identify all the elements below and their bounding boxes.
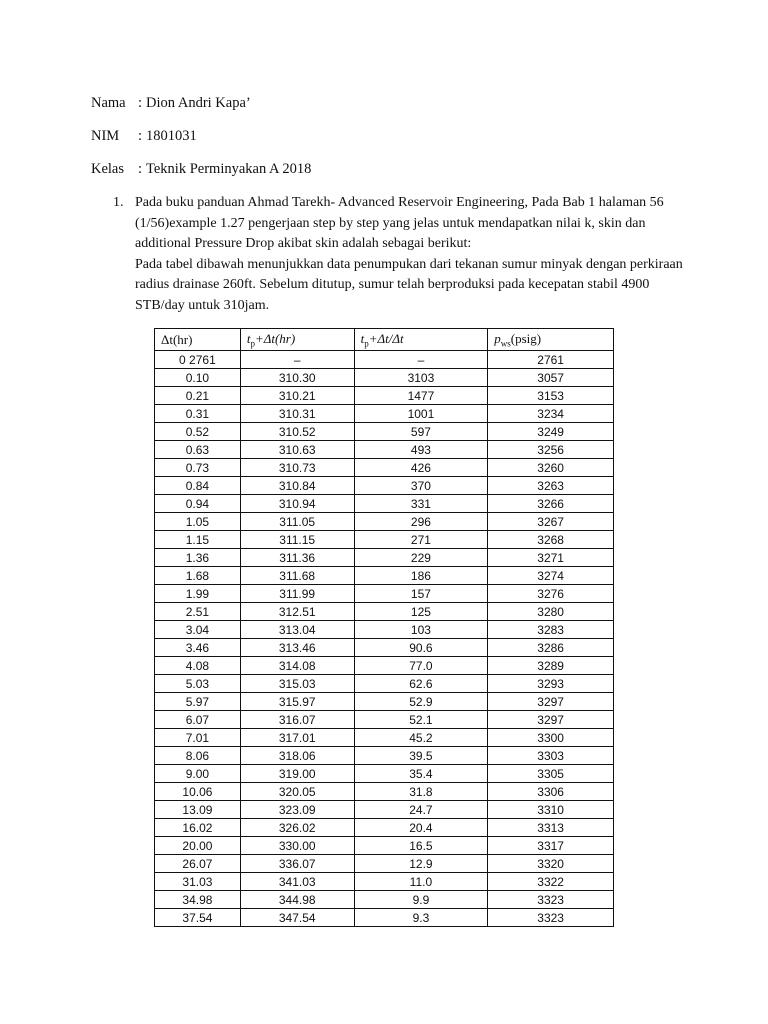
- table-cell: 316.07: [240, 711, 354, 729]
- table-cell: 3234: [488, 405, 614, 423]
- table-cell: 310.21: [240, 387, 354, 405]
- table-cell: 3313: [488, 819, 614, 837]
- table-cell: 20.4: [354, 819, 488, 837]
- table-cell: 323.09: [240, 801, 354, 819]
- table-cell: 3.04: [155, 621, 241, 639]
- table-cell: 312.51: [240, 603, 354, 621]
- table-cell: 2761: [488, 351, 614, 369]
- table-row: [155, 783, 614, 801]
- table-cell: 3153: [488, 387, 614, 405]
- table-cell: 62.6: [354, 675, 488, 693]
- table-cell: 20.00: [155, 837, 241, 855]
- table-cell: 2.51: [155, 603, 241, 621]
- field-kelas-value: Teknik Perminyakan A 2018: [146, 161, 312, 177]
- header-pws: $p_{ws}(psig)$: [488, 329, 614, 351]
- table-cell: 52.1: [354, 711, 488, 729]
- table-cell: 1.36: [155, 549, 241, 567]
- field-nama: Nama : Dion Andri Kapa’: [91, 95, 251, 111]
- table-row: [155, 801, 614, 819]
- table-cell: 310.63: [240, 441, 354, 459]
- table-cell: 9.00: [155, 765, 241, 783]
- table-cell: 3283: [488, 621, 614, 639]
- table-cell: 35.4: [354, 765, 488, 783]
- table-cell: 313.46: [240, 639, 354, 657]
- table-row: [155, 657, 614, 675]
- table-cell: 0.21: [155, 387, 241, 405]
- table-cell: 1.15: [155, 531, 241, 549]
- table-cell: 1.05: [155, 513, 241, 531]
- table-row: [155, 477, 614, 495]
- table-body: [155, 351, 614, 927]
- table-cell: 3300: [488, 729, 614, 747]
- table-cell: 3322: [488, 873, 614, 891]
- table-cell: 344.98: [240, 891, 354, 909]
- table-cell: 0.10: [155, 369, 241, 387]
- table-row: [155, 567, 614, 585]
- table-row: [155, 639, 614, 657]
- table-cell: 370: [354, 477, 488, 495]
- table-row: [155, 441, 614, 459]
- table-cell: 3103: [354, 369, 488, 387]
- table-cell: 336.07: [240, 855, 354, 873]
- table-cell: 317.01: [240, 729, 354, 747]
- table-row: [155, 585, 614, 603]
- table-cell: 3297: [488, 693, 614, 711]
- table-cell: 3267: [488, 513, 614, 531]
- table-cell: 3260: [488, 459, 614, 477]
- table-cell: 0.94: [155, 495, 241, 513]
- table-cell: 347.54: [240, 909, 354, 927]
- table-cell: 3303: [488, 747, 614, 765]
- header-delta-t: Δt(hr): [155, 329, 241, 351]
- table-cell: 24.7: [354, 801, 488, 819]
- table-cell: 90.6: [354, 639, 488, 657]
- table-cell: 311.05: [240, 513, 354, 531]
- table-cell: 3280: [488, 603, 614, 621]
- table-cell: 310.31: [240, 405, 354, 423]
- table-cell: 310.30: [240, 369, 354, 387]
- table-cell: 12.9: [354, 855, 488, 873]
- table-cell: 3297: [488, 711, 614, 729]
- table-cell: 0.84: [155, 477, 241, 495]
- table-row: [155, 819, 614, 837]
- table-row: [155, 675, 614, 693]
- question-paragraph-1: Pada buku panduan Ahmad Tarekh- Advanced Reservoir Engineering, Pada Bab 1 halaman 56 (1/56)example 1.27 pengerjaan step by step yang jelas untuk mendapatkan nilai k, skin dan additional Pressure Drop akibat skin adalah sebagai berikut:: [135, 195, 664, 252]
- table-cell: 3276: [488, 585, 614, 603]
- table-cell: 314.08: [240, 657, 354, 675]
- table-cell: 3263: [488, 477, 614, 495]
- table-cell: –: [354, 351, 488, 369]
- table-cell: 320.05: [240, 783, 354, 801]
- table-row: [155, 837, 614, 855]
- table-cell: 311.68: [240, 567, 354, 585]
- table-row: [155, 711, 614, 729]
- table-cell: 77.0: [354, 657, 488, 675]
- table-cell: 11.0: [354, 873, 488, 891]
- table-cell: 315.97: [240, 693, 354, 711]
- table-cell: 0.73: [155, 459, 241, 477]
- table-cell: 311.36: [240, 549, 354, 567]
- table-cell: 3.46: [155, 639, 241, 657]
- table-cell: 157: [354, 585, 488, 603]
- table-cell: 319.00: [240, 765, 354, 783]
- table-cell: 3293: [488, 675, 614, 693]
- table-cell: 315.03: [240, 675, 354, 693]
- table-cell: 1.68: [155, 567, 241, 585]
- table-cell: 3323: [488, 891, 614, 909]
- question-body: [135, 193, 683, 317]
- table-cell: 229: [354, 549, 488, 567]
- field-nama-value: Dion Andri Kapa’: [146, 95, 251, 111]
- table-cell: 326.02: [240, 819, 354, 837]
- table-cell: 3317: [488, 837, 614, 855]
- table-cell: 16.02: [155, 819, 241, 837]
- table-row: [155, 693, 614, 711]
- table-cell: 13.09: [155, 801, 241, 819]
- table-row: [155, 369, 614, 387]
- table-cell: 3271: [488, 549, 614, 567]
- table-cell: 331: [354, 495, 488, 513]
- table-cell: 3249: [488, 423, 614, 441]
- table-row: [155, 495, 614, 513]
- table-cell: 45.2: [354, 729, 488, 747]
- table-cell: 0.63: [155, 441, 241, 459]
- table-row: [155, 909, 614, 927]
- table-cell: 9.3: [354, 909, 488, 927]
- table-cell: 493: [354, 441, 488, 459]
- table-header-row: [155, 329, 614, 351]
- question-1: [113, 193, 683, 317]
- table-row: [155, 603, 614, 621]
- table-cell: 341.03: [240, 873, 354, 891]
- table-cell: 103: [354, 621, 488, 639]
- table-cell: 37.54: [155, 909, 241, 927]
- buildup-data-table: [154, 328, 614, 927]
- table-cell: 5.03: [155, 675, 241, 693]
- table-cell: 0.52: [155, 423, 241, 441]
- table-row: [155, 747, 614, 765]
- field-nim: NIM : 1801031: [91, 128, 197, 144]
- table-row: [155, 855, 614, 873]
- table-cell: 3274: [488, 567, 614, 585]
- table-cell: 3323: [488, 909, 614, 927]
- table-row: [155, 621, 614, 639]
- header-tp-plus-dt: $t_p+\Delta t(hr)$: [240, 329, 354, 351]
- table-cell: 1.99: [155, 585, 241, 603]
- table-cell: 310.73: [240, 459, 354, 477]
- field-kelas-label: Kelas: [91, 161, 125, 177]
- question-paragraph-2: Pada tabel dibawah menunjukkan data penumpukan dari tekanan sumur minyak dengan perkiraan radius drainase 260ft. Sebelum ditutup, sumur telah berproduksi pada kecepatan stabil 4900 STB/day untuk 310jam.: [135, 256, 683, 313]
- table-cell: –: [240, 351, 354, 369]
- table-cell: 597: [354, 423, 488, 441]
- table-cell: 7.01: [155, 729, 241, 747]
- table-row: [155, 423, 614, 441]
- table-cell: 3305: [488, 765, 614, 783]
- header-horner-time: $t_p+\Delta t/\Delta t$: [354, 329, 488, 351]
- table-cell: 6.07: [155, 711, 241, 729]
- table-cell: 3320: [488, 855, 614, 873]
- table-cell: 5.97: [155, 693, 241, 711]
- field-kelas: Kelas : Teknik Perminyakan A 2018: [91, 161, 312, 177]
- table-row: [155, 351, 614, 369]
- table-cell: 16.5: [354, 837, 488, 855]
- table-cell: 26.07: [155, 855, 241, 873]
- table-cell: 3268: [488, 531, 614, 549]
- table-cell: 52.9: [354, 693, 488, 711]
- table-cell: 310.84: [240, 477, 354, 495]
- table-cell: 310.52: [240, 423, 354, 441]
- table-cell: 10.06: [155, 783, 241, 801]
- table-cell: 311.15: [240, 531, 354, 549]
- table-cell: 1001: [354, 405, 488, 423]
- table-row: [155, 873, 614, 891]
- table-cell: 3289: [488, 657, 614, 675]
- table-cell: 3286: [488, 639, 614, 657]
- table-cell: 3310: [488, 801, 614, 819]
- table-cell: 8.06: [155, 747, 241, 765]
- question-number: 1.: [113, 195, 124, 210]
- table-cell: 4.08: [155, 657, 241, 675]
- table-row: [155, 459, 614, 477]
- table-cell: 318.06: [240, 747, 354, 765]
- table-cell: 271: [354, 531, 488, 549]
- field-nama-label: Nama: [91, 95, 126, 111]
- table-cell: 125: [354, 603, 488, 621]
- table-row: [155, 513, 614, 531]
- table-row: [155, 531, 614, 549]
- table-cell: 39.5: [354, 747, 488, 765]
- table-cell: 0.31: [155, 405, 241, 423]
- table-row: [155, 549, 614, 567]
- table-cell: 310.94: [240, 495, 354, 513]
- table-cell: 330.00: [240, 837, 354, 855]
- table-cell: 31.03: [155, 873, 241, 891]
- table-cell: 1477: [354, 387, 488, 405]
- table-cell: 3266: [488, 495, 614, 513]
- field-nim-value: 1801031: [146, 128, 197, 144]
- table-row: [155, 765, 614, 783]
- table-cell: 3057: [488, 369, 614, 387]
- table-cell: 0 2761: [155, 351, 241, 369]
- table-cell: 9.9: [354, 891, 488, 909]
- table-cell: 3256: [488, 441, 614, 459]
- table-row: [155, 387, 614, 405]
- table-cell: 34.98: [155, 891, 241, 909]
- table-row: [155, 729, 614, 747]
- table-row: [155, 891, 614, 909]
- table-cell: 31.8: [354, 783, 488, 801]
- table-cell: 296: [354, 513, 488, 531]
- table-row: [155, 405, 614, 423]
- table-cell: 186: [354, 567, 488, 585]
- field-nim-label: NIM: [91, 128, 120, 144]
- table-cell: 313.04: [240, 621, 354, 639]
- table-cell: 311.99: [240, 585, 354, 603]
- table-cell: 3306: [488, 783, 614, 801]
- table-cell: 426: [354, 459, 488, 477]
